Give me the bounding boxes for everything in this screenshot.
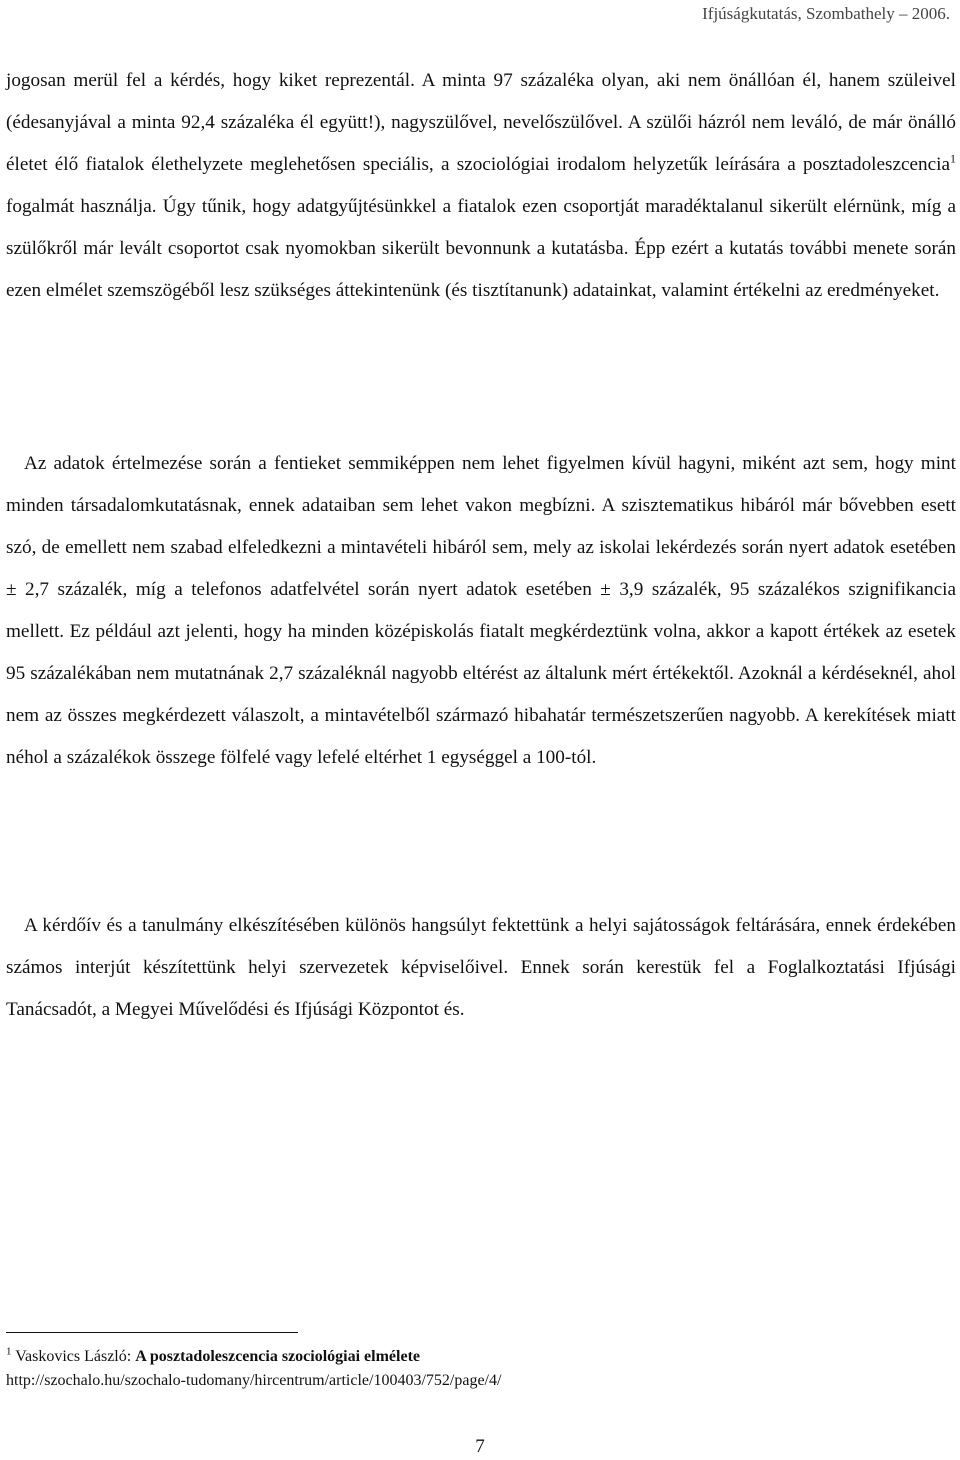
footnote-url[interactable]: http://szochalo.hu/szochalo-tudomany/hircentrum/article/100403/752/page/4/ bbox=[6, 1372, 502, 1389]
footnote-divider bbox=[6, 1332, 298, 1333]
page-number: 7 bbox=[475, 1436, 485, 1457]
footnote-author: Vaskovics László: bbox=[11, 1348, 136, 1365]
footnote-number: 1 bbox=[6, 1345, 12, 1358]
paragraph-1-text-continued: fogalmát használja. Úgy tűnik, hogy adatgyűjtésünkkel a fiatalok ezen csoportját maradéktalanul sikerült elérnünk, míg a szülőkről már levált csoportot csak nyomokban sikerült bevonnunk a kutatásba. Épp ezért a kutatás további menete során ezen elmélet szemszögéből lesz szükséges áttekintenünk (és tisztítanunk) adatainkat, valamint értékelni az eredményeket. bbox=[6, 196, 956, 301]
paragraph-1 bbox=[6, 60, 956, 312]
footnote-reference-marker[interactable]: 1 bbox=[950, 151, 956, 166]
footnote-title: A posztadoleszcencia szociológiai elmélete bbox=[135, 1348, 420, 1365]
paragraph-1-text: jogosan merül fel a kérdés, hogy kiket reprezentál. A minta 97 százaléka olyan, aki nem önállóan él, hanem szüleivel (édesanyjával a minta 92,4 százaléka él együtt!), nagyszülővel, nevelőszülővel. A szülői házról nem leváló, de már önálló életet élő fiatalok élethelyzete meglehetősen speciális, a szociológiai irodalom helyzetűk leírására a posztadoleszcencia bbox=[6, 70, 956, 175]
footnote-citation bbox=[6, 1345, 946, 1369]
running-header: Ifjúságkutatás, Szombathely – 2006. bbox=[702, 4, 950, 23]
paragraph-2: Az adatok értelmezése során a fentieket semmiképpen nem lehet figyelmen kívül hagyni, miként azt sem, hogy mint minden társadalomkutatásnak, ennek adataiban sem lehet vakon megbízni. A szisztematikus hibáról már bővebben esett szó, de emellett nem szabad elfeledkezni a mintavételi hibáról sem, mely az iskolai lekérdezés során nyert adatok esetében ± 2,7 százalék, míg a telefonos adatfelvétel során nyert adatok esetében ± 3,9 százalék, 95 százalékos szignifikancia mellett. Ez például azt jelenti, hogy ha minden középiskolás fiatalt megkérdeztünk volna, akkor a kapott értékek az esetek 95 százalékában nem mutatnának 2,7 százaléknál nagyobb eltérést az általunk mért értékektől. Azoknál a kérdéseknél, ahol nem az összes megkérdezett válaszolt, a mintavételből származó hibahatár természetszerűen nagyobb. A kerekítések miatt néhol a százalékok összege fölfelé vagy lefelé eltérhet 1 egységgel a 100-tól. bbox=[6, 453, 956, 768]
paragraph-3: A kérdőív és a tanulmány elkészítésében különös hangsúlyt fektettünk a helyi sajátosságok feltárására, ennek érdekében számos interjút készítettünk helyi szervezetek képviselőivel. Ennek során kerestük fel a Foglalkoztatási Ifjúsági Tanácsadót, a Megyei Művelődési és Ifjúsági Központot és. bbox=[6, 915, 956, 1020]
footnote bbox=[6, 1345, 946, 1393]
